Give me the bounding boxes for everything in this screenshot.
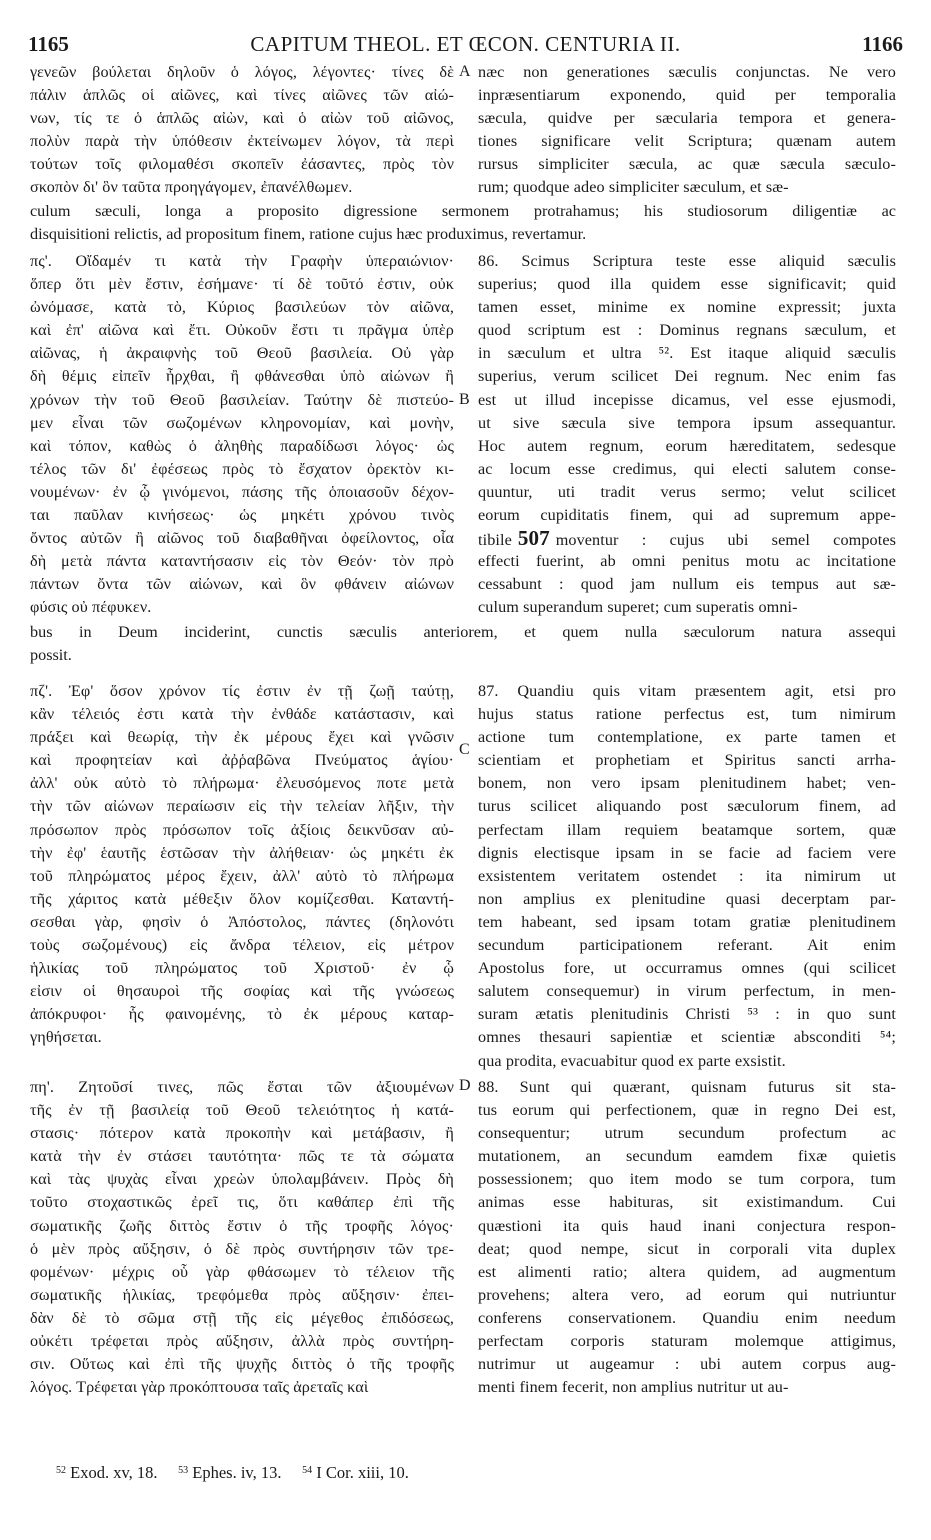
latin-text-line: perfectam corporis staturam molemque attigimus, (478, 1332, 896, 1351)
latin-text-line: qua prodita, evacuabitur quod ex parte exsistit. (478, 1051, 786, 1070)
latin-column-block-3 (478, 680, 896, 1073)
latin-text-line: Hoc autem regnum, eorum hæreditatem, sedesque (478, 436, 896, 455)
greek-text-line: πη'. Ζητοῦσί τινες, πῶς ἔσται τῶν ἀξιουμένων (30, 1078, 454, 1096)
greek-column-block-1 (30, 61, 454, 200)
running-title: CAPITUM THEOL. ET ŒCON. CENTURIA II. (250, 32, 681, 56)
greek-text-line: οὐκέτι τρέφεται πρὸς αὔξησιν, ἀλλὰ πρὸς συντήρη- (30, 1332, 454, 1351)
greek-text-line: καὶ τὰς ψυχὰς εἶναι χρεὼν ὑπολαμβάνειν. Πρὸς δὴ (30, 1170, 454, 1189)
latin-text-fragment: moventur : cujus ubi semel compotes (555, 531, 896, 550)
latin-text-line: quæstioni ita quis haud inani conjectura respon- (478, 1216, 896, 1235)
greek-text-line: δὴ μετὰ πάντα καταντήσασιν εἰς τὸν Θεόν· τὸν πρὸ (30, 552, 454, 571)
latin-text-line: superius; quod illa quidem esse significavit; quid (478, 275, 896, 294)
latin-text-line: 88. Sunt qui quærant, quisnam futurus sit sta- (478, 1078, 896, 1096)
greek-text-line: στασις· πότερον κατὰ προκοπὴν καὶ μετάβασιν, ἢ (30, 1124, 454, 1143)
edition-page-number: 507 (517, 527, 550, 551)
greek-text-line: κατὰ τὴν ἐν στάσει ταυτότητα· πῶς τε τὰ σώματα (30, 1147, 454, 1166)
footnote-54: $^{54}$ I Cor. xiii, 10. (302, 1463, 409, 1482)
greek-text-line: τῆς ἐν τῇ βασιλείᾳ τοῦ Θεοῦ τελειότητος ἡ κατά- (30, 1101, 454, 1120)
greek-text-line: τοῦτο στοχαστικῶς ἐρεῖ τις, ὅτι καθάπερ ἐπὶ τῆς (30, 1193, 454, 1212)
greek-text-line: ὅπερ ὅτι μὲν ἔστιν, ἐσήμανε· τί δὲ τοῦτό ἐστιν, οὐκ (30, 275, 454, 294)
latin-text-line: tus eorum qui perfectionem, quæ in regno Dei est, (478, 1101, 896, 1120)
greek-text-line: ἀλλ' οὐκ αὐτὸ τὸ πλήρωμα· ἐλευσόμενος ποτε μετὰ (30, 774, 454, 793)
greek-text-line: καὶ τόπον, καθὼς ὁ ἀληθὴς παραδίδωσι λόγος· ὡς (30, 436, 454, 455)
latin-text-line: turus scilicet aliquando post sæculorum finem, ad (478, 797, 896, 816)
latin-text-line: conferens conservationem. Quandiu enim needum (478, 1308, 896, 1327)
latin-text-line: bonem, non vero ipsam plenitudinem habet; ven- (478, 774, 896, 793)
greek-text-line: σεσθαι γὰρ, φησὶν ὁ Ἀπόστολος, πάντες (δηλονότι (30, 912, 454, 931)
latin-text-line: provehens; altera vero, ad eorum qui nutriuntur (478, 1285, 896, 1304)
latin-text-line: deat; quod nempe, sicut in corporali vita duplex (478, 1239, 896, 1258)
greek-text-line: σιν. Οὕτως καὶ ἐπὶ τῆς ψυχῆς διττὸς ὁ τῆς τροφῆς (30, 1355, 454, 1374)
latin-text-line: disquisitioni relictis, ad propositum finem, ratione cujus hæc produximus, revertamur. (30, 225, 587, 244)
latin-text-line: 86. Scimus Scriptura teste esse aliquid sæculis (478, 252, 896, 270)
greek-text-line: πράξει καὶ θεωρίᾳ, τὴν ἐκ μέρους ἔχει καὶ γνῶσιν (30, 728, 454, 747)
latin-text-line: possessionem; quo item modo se tum corpora, tum (478, 1170, 896, 1189)
latin-text-line: hujus status ratione perfectus est, tum nimirum (478, 705, 896, 724)
footnote-53: $^{53}$ Ephes. iv, 13. (178, 1463, 282, 1482)
greek-column-block-3 (30, 680, 454, 1050)
greek-text-line: σωματικῆς ζωῆς διττὸς ἔστιν ὁ τῆς τροφῆς λόγος· (30, 1216, 454, 1235)
greek-text-line: ὁ μὲν πρὸς αὔξησιν, ὁ δὲ πρὸς συντήρησιν τῶν τρε- (30, 1239, 454, 1258)
latin-text-line: inpræsentiarum exponendo, quid per temporalia (478, 86, 896, 105)
left-page-number: 1165 (28, 32, 69, 56)
footnotes (56, 1460, 409, 1484)
latin-text-line: cessabunt : quod jam nullum eis tempus aut sæ- (478, 575, 896, 594)
latin-text-line: bus in Deum inciderint, cunctis sæculis anteriorem, et quem nulla sæculorum natura assequi (30, 623, 896, 641)
latin-text-line: suram ætatis plenitudinis Christi ⁵³ : in quo sunt (478, 1005, 896, 1024)
greek-column-block-2 (30, 250, 454, 620)
latin-text-line: quuntur, uti tradit verus sermo; velut scilicet (478, 482, 896, 501)
footnote-52: $^{52}$ Exod. xv, 18. (56, 1463, 158, 1482)
greek-text-line: ἡλικίας τοῦ πληρώματος τοῦ Χριστοῦ· ἐν ᾧ (30, 959, 454, 978)
latin-text-line: animas esse habituras, sit existimandum. Cui (478, 1193, 896, 1212)
latin-text-line: ut sive sæcula sive tempora ipsum assequantur. (478, 413, 896, 432)
greek-text-line: τούτων τοῖς φιλομαθέσι σκοπεῖν ἐάσαντες, πρὸς τὸν (30, 155, 454, 174)
greek-text-line: ται παῦλαν κινήσεως· ὡς μηκέτι χρόνου τινὸς (30, 506, 454, 525)
latin-text-line: quod scriptum est : Dominus regnans sæculum, et (478, 321, 896, 340)
latin-text-line: rum; quodque adeo simpliciter sæculum, et sæ- (478, 178, 789, 197)
greek-text-line: τέλος τῶν δι' ἐφέσεως πρὸς τὸ ἔσχατον ὀρεκτὸν κι- (30, 459, 454, 478)
latin-text-line: exsistentem veritatem ostendet : ita nimirum ut (478, 866, 896, 885)
greek-text-line: μεν εἶναι τῶν σωζομένων κληρονομίαν, καὶ μονὴν, (30, 413, 454, 432)
latin-text-fragment: tibile (478, 531, 512, 550)
greek-text-line: ὠνόμασε, κατὰ τὸ, Κύριος βασιλεύων τὸν αἰῶνα, (30, 298, 454, 317)
latin-text-line: perfectam illam requiem beatamque sortem, quæ (478, 820, 896, 839)
latin-text-line: omnes thesauri sapientiæ et scientiæ absconditi ⁵⁴; (478, 1028, 896, 1047)
latin-text-line: superius, verum scilicet Dei regnum. Nec enim fas (478, 367, 896, 386)
latin-column-block-4 (478, 1076, 896, 1399)
full-width-block-2 (30, 621, 896, 667)
greek-text-line: τοῦ πληρώματος μέρος ἔχειν, ἀλλ' αὐτὸ τὸ πλήρωμα (30, 866, 454, 885)
right-page-number: 1166 (862, 32, 903, 56)
latin-text-line: tamen esset, minime ex nomine expressit; juxta (478, 298, 896, 317)
latin-text-line: tem habeant, sed ipsam totam gratiæ plenitudinem (478, 912, 896, 931)
greek-text-line: φομένων· μέχρις οὗ γὰρ φθάσωμεν τὸ τέλειον τῆς (30, 1262, 454, 1281)
latin-text-line: est alimenti ratio; altera quidem, ad augmentum (478, 1262, 896, 1281)
margin-marker-d: D (459, 1077, 471, 1094)
greek-text-line: πρόσωπον πρὸς πρόσωπον τοῖς ἀξίοις δεικνῦσαν αὐ- (30, 820, 454, 839)
latin-text-line: in sæculum et ultra ⁵². Est itaque aliquid sæculis (478, 344, 896, 363)
latin-text-line: eorum cupiditatis finem, qui ad supremum appe- (478, 506, 896, 525)
latin-text-line (478, 527, 896, 550)
latin-text-line: næc non generationes sæculis conjunctas. Ne vero (478, 63, 896, 81)
latin-text-line: actione tum contemplatione, ex parte tamen et (478, 728, 896, 747)
margin-marker-a: A (459, 63, 471, 80)
greek-text-line: φύσις οὐ πέφυκεν. (30, 598, 152, 617)
margin-marker-b: B (459, 391, 470, 408)
latin-text-line: salutem consequemur) in virum perfectum, in men- (478, 982, 896, 1001)
greek-text-line: τοὺς σωζομένους) εἰς ἄνδρα τέλειον, εἰς μέτρον (30, 936, 454, 955)
greek-text-line: νουμένων· ἐν ᾧ γινόμενοι, πάσης τῆς ὁποιασοῦν δέχον- (30, 482, 454, 501)
greek-text-line: λόγος. Τρέφεται γὰρ προκόπτουσα ταῖς ἀρεταῖς καὶ (30, 1378, 369, 1397)
greek-text-line: πάντων ὄντα τῶν αἰώνων, καὶ ὃν φθάνειν αἰώνων (30, 575, 454, 594)
latin-text-line: consequentur; utrum secundum profectum ac (478, 1124, 896, 1143)
greek-text-line: νων, τίς τε ὁ ἁπλῶς αἰὼν, καὶ ὁ αἰὼν τοῦ αἰῶνος, (30, 109, 454, 128)
greek-text-line: πολὺν παρὰ τὴν ὑπόθεσιν ἐκτείνωμεν λόγον, τὰ περὶ (30, 132, 454, 151)
greek-text-line: γηθήσεται. (30, 1028, 102, 1047)
greek-text-line: δὰν δὲ τὸ σῶμα στῇ τῆς εἰς μέγεθος ἐπιδόσεως, (30, 1308, 454, 1327)
latin-text-line: scientiam et prophetiam et Spiritus sancti arrha- (478, 751, 896, 770)
latin-column-block-1 (478, 61, 896, 200)
latin-text-line: secundum participationem referant. Ait enim (478, 936, 896, 955)
greek-text-line: πς'. Οἴδαμέν τι κατὰ τὴν Γραφὴν ὑπεραιώνιον· (30, 252, 454, 270)
margin-marker-c: C (459, 741, 470, 758)
latin-text-line: sæcula, quidve per sæcularia tempora et genera- (478, 109, 896, 128)
latin-text-line: effecti fuerint, ab omni penitus motu ac incitatione (478, 552, 896, 571)
latin-text-line: non amplius ex plenitudine quasi decerptam par- (478, 889, 896, 908)
greek-text-line: τὴν τῶν αἰώνων περαίωσιν εἰς τὴν τελείαν λῆξιν, τὴν (30, 797, 454, 816)
greek-column-block-4 (30, 1076, 454, 1399)
greek-text-line: πάλιν ἁπλῶς οἱ αἰῶνες, καὶ τίνες αἰῶνες τῶν αἰώ- (30, 86, 454, 105)
greek-text-line: καὶ ἐπ' αἰῶνα καὶ ἔτι. Οὐκοῦν ἔστι τι πρᾶγμα ὑπὲρ (30, 321, 454, 340)
latin-text-line: possit. (30, 646, 72, 665)
greek-text-line: χρόνων τὴν τοῦ Θεοῦ βασιλείαν. Ταύτην δὲ πιστεύο- (30, 390, 454, 409)
greek-text-line: εἰσιν οἱ θησαυροὶ τῆς σοφίας καὶ τῆς γνώσεως (30, 982, 454, 1001)
latin-column-block-2 (478, 250, 896, 620)
full-width-block-1 (30, 200, 896, 246)
greek-text-line: γενεῶν βούλεται δηλοῦν ὁ λόγος, λέγοντες· τίνες δὲ (30, 63, 454, 81)
greek-text-line: καὶ προφητείαν καὶ ἀῤῥαβῶνα Πνεύματος ἁγίου· (30, 751, 454, 770)
greek-text-line: τῆς χάριτος κατὰ μέθεξιν ὅλον κομίζεσθαι. Καταντή- (30, 889, 454, 908)
greek-text-line: σωματικῆς ἡλικίας, τρεφόμεθα πρὸς αὔξησιν· ἐπει- (30, 1285, 454, 1304)
latin-text-line: Apostolus fore, ut occurramus omnes (qui scilicet (478, 959, 896, 978)
greek-text-line: δὴ θέμις εἰπεῖν ἦρχθαι, ἢ φθάνεσθαι ὑπὸ αἰώνων ἢ (30, 367, 454, 386)
latin-text-line: culum superandum superet; cum superatis omni- (478, 598, 798, 617)
latin-text-line: rursus simpliciter sæcula, ac quæ sæcula sæculo- (478, 155, 896, 174)
latin-text-line: tiones significare velit Scriptura; quænam autem (478, 132, 896, 151)
latin-text-line: nutrimur ut augeamur : ubi autem corpus aug- (478, 1355, 896, 1374)
greek-text-line: ἀπόκρυφοι· ἧς φαινομένης, τὸ ἐκ μέρους καταρ- (30, 1005, 454, 1024)
greek-text-line: τὴν ἐφ' ἑαυτῆς ἑστῶσαν τὴν ἀλήθειαν· ὡς μηκέτι ἐκ (30, 843, 454, 862)
latin-text-line: est ut illud incepisse dicamus, vel esse ejusmodi, (478, 390, 896, 409)
greek-text-line: κἂν τέλειός ἐστι κατὰ τὴν ἐνθάδε κατάστασιν, καὶ (30, 705, 454, 724)
latin-text-line: menti finem fecerit, non amplius nutritur ut au- (478, 1378, 789, 1397)
greek-text-line: ὄντος αὐτῶν ἢ αἰῶνος τοῦ διαβαθῆναι ὀφείλοντος, οἷα (30, 529, 454, 548)
latin-text-line: dignis electisque ipsam in se facie ad faciem vere (478, 843, 896, 862)
greek-text-line: πζ'. Ἐφ' ὅσον χρόνον τίς ἐστιν ἐν τῇ ζωῇ ταύτῃ, (30, 682, 454, 700)
latin-text-line: 87. Quandiu quis vitam præsentem agit, etsi pro (478, 682, 896, 700)
latin-text-line: ac locum esse credimus, qui electi salutem conse- (478, 459, 896, 478)
greek-text-line: αἰῶνας, ἡ ἀκραιφνὴς τοῦ Θεοῦ βασιλεία. Οὐ γὰρ (30, 344, 454, 363)
greek-text-line: σκοπὸν δι' ὃν ταῦτα προηγάγομεν, ἐπανέλθωμεν. (30, 178, 353, 197)
latin-text-line: mutationem, an secundum eamdem fixæ quietis (478, 1147, 896, 1166)
latin-text-line: culum sæculi, longa a proposito digressione sermonem protrahamus; his studiosorum diligentiæ ac (30, 202, 896, 220)
